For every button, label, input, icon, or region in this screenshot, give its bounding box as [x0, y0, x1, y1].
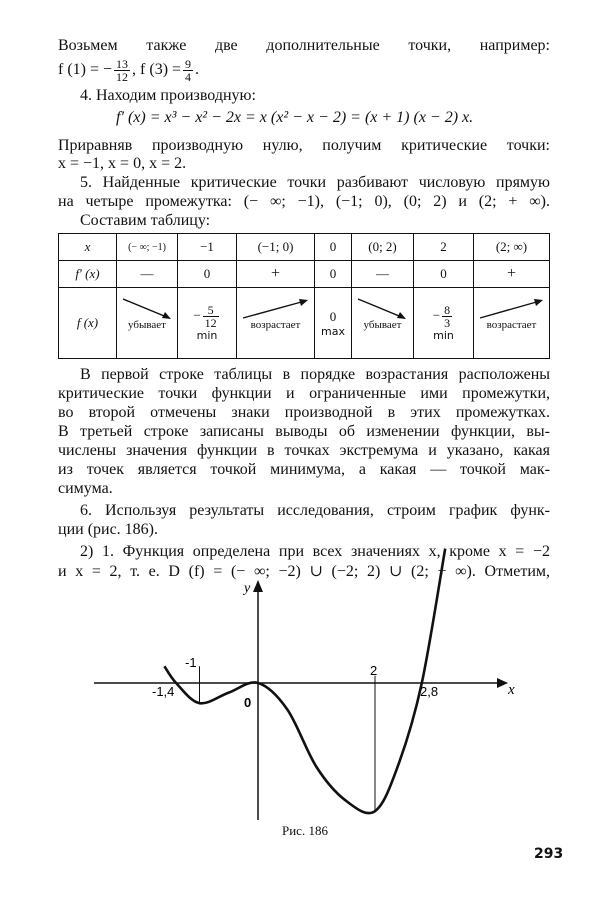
y-axis-label: y — [244, 581, 251, 596]
tick-label-minus-1-4: -1,4 — [152, 684, 175, 699]
table-para-line-2: критические точки функции и ограниченные ими промежутки, — [58, 385, 550, 402]
table-para-line-1: В первой строке таблицы в порядке возрастания расположены — [80, 366, 550, 383]
f1-num: 13 — [116, 57, 129, 71]
cell-x-6: 2 — [414, 234, 474, 261]
cell-f-5-text: убывает — [363, 319, 402, 331]
cell-fp-label: f′ (x) — [59, 261, 117, 288]
cell-fp-3: + — [237, 261, 315, 288]
cell-f-3-text: возрастает — [250, 319, 301, 331]
page-number: 293 — [534, 846, 564, 862]
cell-x-7: (2; ∞) — [474, 234, 550, 261]
step5-line-2: на четыре промежутка: (− ∞; −1), (−1; 0), (0; 2) и (2; + ∞). — [58, 193, 550, 210]
x-axis-label: x — [508, 682, 515, 698]
step6-line-2: ции (рис. 186). — [58, 521, 159, 538]
cell-f-1-text: убывает — [128, 319, 166, 331]
table-para-line-4: В третьей строке записаны выводы об изменении функции, вы- — [58, 423, 550, 440]
cell-x-3: (−1; 0) — [237, 234, 315, 261]
f3-lhs: f (3) = — [140, 61, 182, 79]
cell-f-2-sign: − — [193, 307, 201, 323]
y-axis-arrow-icon — [253, 580, 263, 592]
cell-x-4: 0 — [315, 234, 352, 261]
part2-line-2: и x = 2, т. е. D (f) = (− ∞; −2) ∪ (−2; 2) ∪ (2; + ∞). Отметим, — [58, 563, 550, 580]
cell-x-2: −1 — [178, 234, 237, 261]
f1-lhs: f (1) = − — [58, 61, 113, 79]
intro-line-2: f (1) = − $\frac{13}{12}$ , f (3) = $\frac{9}{4}$ . — [58, 57, 200, 84]
part2-line-1: 2) 1. Функция определена при всех значениях x, кроме x = −2 — [80, 543, 550, 560]
table-para-line-6: из точек является точкой минимума, а какая — точкой мак- — [58, 461, 550, 478]
cell-f-6-num: 8 — [444, 303, 451, 317]
step5-line-1: 5. Найденные критические точки разбивают числовую прямую — [80, 174, 550, 191]
cell-f-6-tag: min — [433, 329, 454, 342]
cell-f-label: f (x) — [59, 288, 117, 359]
cell-f-6-sign: − — [432, 307, 441, 323]
tick-label-2: 2 — [370, 663, 378, 678]
f3-num: 9 — [185, 57, 192, 71]
cell-f-4-tag: max — [321, 324, 345, 338]
f3-den: 4 — [185, 70, 192, 84]
intro-line-1: Возьмем также две дополнительные точки, например: — [58, 37, 550, 54]
cell-f-2-den: 12 — [204, 316, 217, 330]
cell-fp-1: — — [117, 261, 178, 288]
table-para-line-7: симума. — [58, 480, 113, 497]
origin-label: 0 — [244, 695, 252, 710]
cell-fp-6: 0 — [414, 261, 474, 288]
tick-label-2-8: 2,8 — [420, 684, 439, 699]
cell-fp-4: 0 — [315, 261, 352, 288]
tick-label-minus-1: -1 — [185, 655, 197, 670]
cell-fp-2: 0 — [178, 261, 237, 288]
step5-line-3: Составим таблицу: — [80, 212, 211, 229]
cell-fp-7: + — [474, 261, 550, 288]
table-para-line-3: во второй отмечены знаки производной в этих промежутках. — [58, 404, 550, 421]
step4-title: 4. Находим производную: — [80, 87, 256, 104]
cell-x-5: (0; 2) — [352, 234, 414, 261]
cell-f-6-den: 3 — [444, 316, 451, 330]
cell-f-4-val: 0 — [329, 308, 337, 324]
equate-line-2: x = −1, x = 0, x = 2. — [58, 155, 187, 172]
equate-line-1: Приравняв производную нулю, получим критические точки: — [58, 137, 550, 154]
cell-x-label: x — [59, 234, 117, 261]
step6-line-1: 6. Используя результаты исследования, строим график функ- — [80, 502, 550, 519]
cell-f-2-tag: min — [196, 329, 218, 342]
cell-f-7-text: возрастает — [486, 319, 537, 331]
function-curve — [164, 549, 445, 813]
table-para-line-5: числены значения функции в точках экстремума и указано, какая — [58, 442, 550, 459]
figure-caption: Рис. 186 — [282, 823, 328, 838]
f-sep: , — [132, 61, 137, 79]
cell-f-2-num: 5 — [203, 304, 219, 317]
x-axis-arrow-icon — [497, 678, 508, 688]
cell-x-1: (− ∞; −1) — [117, 234, 178, 261]
cell-fp-5: — — [352, 261, 414, 288]
f1-den: 12 — [116, 70, 129, 84]
step4-formula: f′ (x) = x³ − x² − 2x = x (x² − x − 2) = (x + 1) (x − 2) x. — [116, 109, 474, 126]
